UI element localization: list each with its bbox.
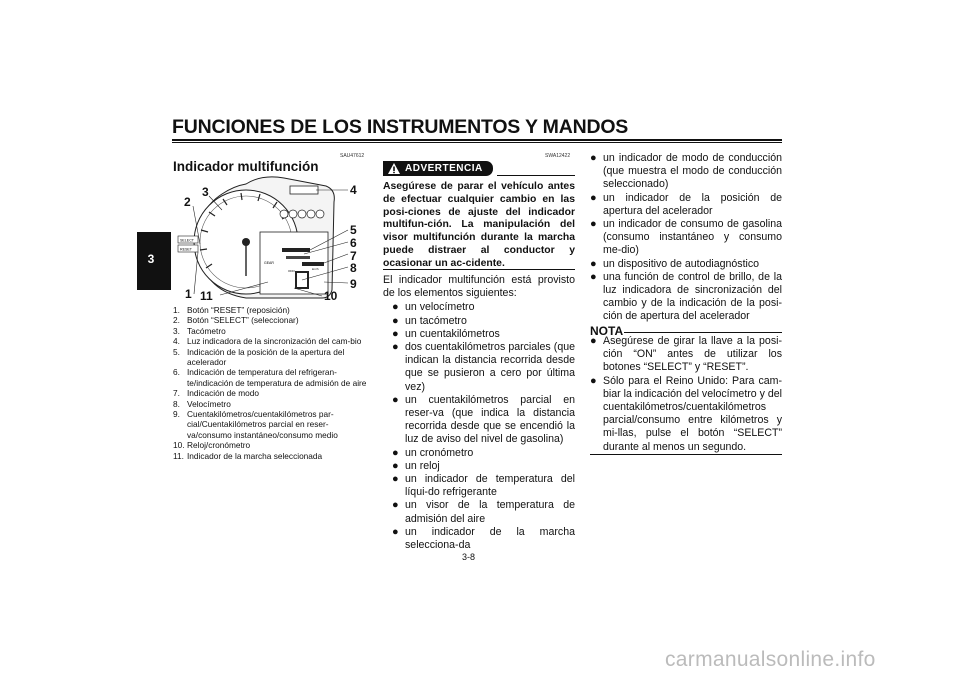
callout-2: 2 — [184, 195, 191, 209]
list-item: ● un indicador de consumo de gasolina (consumo instantáneo y consumo me-dio) — [590, 218, 782, 257]
page-header-title: FUNCIONES DE LOS INSTRUMENTOS Y MANDOS — [172, 116, 629, 138]
callout-5: 5 — [350, 223, 357, 237]
legend-item: 6. Indicación de temperatura del refrigeran-te/indicación de temperatura de admisión de aire — [173, 367, 367, 388]
note-item: ● Asegúrese de girar la llave a la posi-ción “ON” antes de utilizar los botones “SELECT” y “RESET”. — [590, 335, 782, 374]
callout-7: 7 — [350, 249, 357, 263]
section-code: SAU47612 — [340, 153, 365, 159]
legend-item: 9. Cuentakilómetros/cuentakilómetros par-cial/Cuentakilómetros parcial en reser-va/consumo instantáneo/consumo medio — [173, 409, 338, 440]
list-item: ● un reloj — [392, 459, 440, 472]
list-item: ● un indicador de temperatura del líqui-do refrigerante — [392, 473, 575, 499]
legend-item: 8. Velocímetro — [173, 398, 231, 409]
features-block-continued — [590, 152, 782, 324]
legend-item: 1. Botón “RESET” (reposición) — [173, 305, 290, 315]
odo-label: ODO — [288, 269, 295, 273]
legend-item: 5. Indicación de la posición de la apertura del acelerador — [173, 346, 345, 368]
list-item: ● dos cuentakilómetros parciales (que indican la distancia recorrida desde que se pusieron a cero por última vez) — [392, 341, 575, 393]
header-rule-thin — [172, 142, 782, 143]
callout-3: 3 — [202, 185, 209, 199]
list-item: ● un visor de la temperatura de admisión del aire — [392, 499, 575, 525]
callout-8: 8 — [350, 261, 357, 275]
section-title: Indicador multifunción — [173, 159, 319, 174]
legend-item: 4. Luz indicadora de la sincronización del cam-bio — [173, 336, 362, 347]
warning-text: Asegúrese de parar el vehículo antes de efectuar cualquier cambio en las posi-ciones de ajuste del indicador multifun-ción. La manipulación del visor multifunción durante la marcha puede distraer al conductor y ocasionar un ac-cidente. — [383, 181, 575, 269]
header-rule — [172, 139, 782, 141]
gear-label: GEAR — [264, 261, 274, 265]
list-item: ● un cronómetro — [392, 446, 474, 459]
note-block — [590, 335, 782, 454]
legend-item: 10. Reloj/cronómetro — [173, 440, 251, 451]
list-item: ● un indicador de la posición de apertura del acelerador — [590, 191, 782, 217]
legend-item: 2. Botón “SELECT” (seleccionar) — [173, 315, 299, 326]
select-button-label: SELECT — [180, 238, 194, 243]
instrument-cluster-illustration — [176, 172, 372, 304]
warning-code: SWA12422 — [545, 153, 571, 159]
warning-label: ADVERTENCIA — [405, 163, 483, 174]
note-rule — [624, 332, 782, 333]
features-block — [383, 274, 575, 552]
legend-list — [173, 305, 371, 461]
note-bottom-rule — [590, 454, 782, 455]
list-item: ● un cuentakilómetros parcial en reser-va (que indica la distancia recorrida desde que se encendió la luz de aviso del nivel de gasolina) — [392, 393, 575, 446]
list-item: ● un tacómetro — [392, 314, 467, 327]
legend-item: 3. Tacómetro — [173, 325, 226, 336]
note-item: ● Sólo para el Reino Unido: Para cam-biar la indicación del velocímetro y del cuentakilómetros/cuentakilómetros parcial/consumo entre kilómetros y mi-llas, pulse el botón “SELECT” durante al menos un segundo. — [590, 374, 783, 453]
speed-unit-label: km/h — [312, 267, 319, 271]
list-item: ● un indicador de la marcha selecciona-da — [392, 525, 575, 552]
note-label: NOTA — [590, 324, 624, 338]
list-item: ● un velocímetro — [392, 301, 475, 314]
intro-text: El indicador multifunción está provisto de los elementos siguientes: — [383, 274, 575, 300]
callout-4: 4 — [350, 183, 357, 197]
callout-10: 10 — [324, 289, 338, 303]
list-item: ● un indicador de modo de conducción (que muestra el modo de conducción seleccionado) — [590, 152, 782, 191]
warning-bottom-rule — [383, 269, 575, 270]
legend-item: 7. Indicación de modo — [173, 388, 259, 399]
list-item: ● una función de control de brillo, de la luz indicadora de sincronización del cambio y de la indicación de la posi-ción de apertura del acelerador — [590, 270, 782, 323]
legend-item: 11. Indicador de la marcha seleccionada — [173, 450, 323, 461]
callout-11: 11 — [200, 289, 213, 303]
list-item: ● un dispositivo de autodiagnóstico — [590, 257, 760, 270]
list-item: ● un cuentakilómetros — [392, 327, 500, 340]
page-number: 3-8 — [462, 552, 476, 562]
callout-1: 1 — [185, 287, 192, 301]
watermark-text: carmanualsonline.info — [665, 648, 876, 671]
callout-9: 9 — [350, 277, 357, 291]
callout-6: 6 — [350, 236, 357, 250]
warning-triangle-icon — [387, 162, 401, 175]
chapter-number: 3 — [147, 252, 155, 266]
warning-rule — [497, 175, 575, 176]
reset-button-label: RESET — [180, 247, 192, 252]
